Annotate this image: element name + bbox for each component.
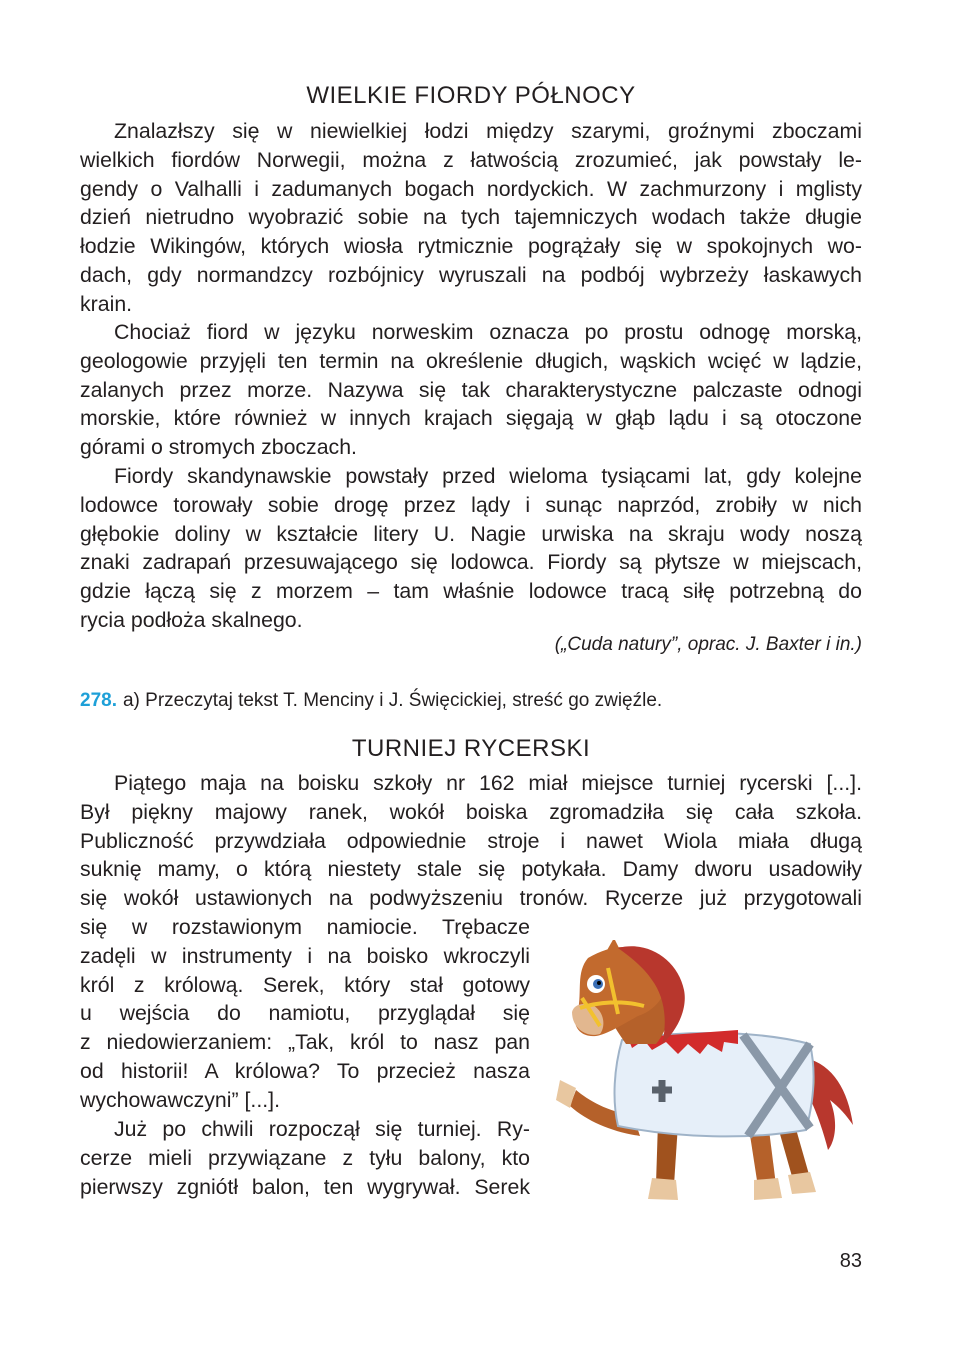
text-line: dach, gdy normandzcy rozbójnicy wyruszali na podbój wybrzeży łaskawych	[80, 262, 862, 287]
exercise-number: 278.	[80, 690, 117, 711]
text-line: król z królową. Serek, który stał gotowy	[80, 972, 530, 997]
exercise-task	[80, 690, 662, 712]
text-line: górami o stromych zboczach.	[80, 435, 357, 460]
text-line: pierwszy zgniótł balon, ten wygrywał. Serek	[80, 1174, 530, 1199]
source-citation: („Cuda natury”, oprac. J. Baxter i in.)	[554, 634, 862, 655]
exercise-instruction: a) Przeczytaj tekst T. Menciny i J. Święcickiej, streść go zwięźle.	[122, 690, 663, 711]
text-line: Już po chwili rozpoczął się turniej. Ry-	[114, 1117, 530, 1141]
text-line: morskie, które również w innych krajach sięgają w głąb lądu i są otoczone	[80, 406, 862, 431]
text-line: głębokie doliny w kształcie litery U. Nagie urwiska na skraju wody noszą	[80, 521, 862, 546]
text-line: Fiordy skandynawskie powstały przed wieloma tysiącami lat, gdy kolejne	[114, 464, 862, 488]
paragraph-fjords-2	[80, 318, 862, 462]
text-line: Znalazłszy się w niewielkiej łodzi między szarymi, groźnymi zboczami	[114, 119, 862, 143]
horse-in-caparison-icon	[548, 940, 868, 1210]
paragraph-tournament-1-continued	[80, 913, 530, 1115]
text-line: gendy o Valhalli i zadumanych bogach nordyckich. W zachmurzony i mglisty	[80, 176, 862, 201]
text-line: lodowce torowały sobie drogę przez lądy i sunąc naprzód, zrobiły w nich	[80, 492, 862, 517]
paragraph-tournament-1	[80, 769, 862, 913]
text-line: Publiczność przywdziała odpowiednie stroje i nawet Wiola miała długą	[80, 828, 862, 853]
text-line: wychowawczyni” [...].	[80, 1087, 281, 1112]
page-number: 83	[839, 1250, 862, 1272]
text-line: zalanych przez morze. Nazywa się tak charakterystyczne palczaste odnogi	[80, 377, 862, 402]
text-line: się w rozstawionym namiocie. Trębacze	[80, 915, 530, 939]
text-line: rycia podłoża skalnego.	[80, 607, 303, 632]
text-line: Chociaż fiord w języku norweskim oznacza po prostu odnogę morską,	[114, 320, 862, 344]
text-line: u wejścia do namiotu, przyglądał się	[80, 1001, 530, 1026]
text-line: Był piękny majowy ranek, wokół boiska zgromadziła się cała szkoła.	[80, 799, 862, 824]
text-line: od historii! A królowa? To przecież nasza	[80, 1058, 530, 1083]
text-line: znaki zadrapań przesuwającego się lodowca. Fiordy są płytsze w miejscach,	[80, 550, 862, 575]
text-line: dzień nietrudno wyobrazić sobie na tych tajemniczych wodach także długie	[80, 205, 862, 230]
text-line: wielkich fiordów Norwegii, można z łatwością zrozumieć, jak powstały le-	[80, 147, 862, 172]
text-line: zadęli w instrumenty i na boisko wkroczyli	[80, 943, 530, 968]
text-line: cerze mieli przywiązane z tyłu balony, kto	[80, 1145, 530, 1170]
text-line: łodzie Wikingów, których wiosła rytmicznie pogrążały się w spokojnych wo-	[80, 234, 862, 259]
text-line: suknię mamy, o którą niestety stale się potykała. Damy dworu usadowiły	[80, 857, 862, 882]
text-line: z niedowierzaniem: „Tak, król to nasz pan	[80, 1030, 530, 1055]
section-title-fjords: WIELKIE FIORDY PÓŁNOCY	[306, 82, 636, 109]
text-line: krain.	[80, 291, 133, 316]
paragraph-tournament-2	[80, 1115, 530, 1201]
section-title-tournament: TURNIEJ RYCERSKI	[351, 735, 591, 762]
text-line: gdzie łączą się z morzem – tam właśnie lodowce tracą siłę potrzebną do	[80, 579, 862, 604]
text-line: Piątego maja na boisku szkoły nr 162 miał miejsce turniej rycerski [...].	[114, 771, 862, 795]
text-line: się wokół ustawionych na podwyższeniu tronów. Rycerze już przygotowali	[80, 886, 862, 911]
text-line: geologowie przyjęli ten termin na określenie długich, wąskich wcięć w lądzie,	[80, 348, 862, 373]
paragraph-fjords-3	[80, 462, 862, 635]
paragraph-fjords-1	[80, 117, 862, 319]
